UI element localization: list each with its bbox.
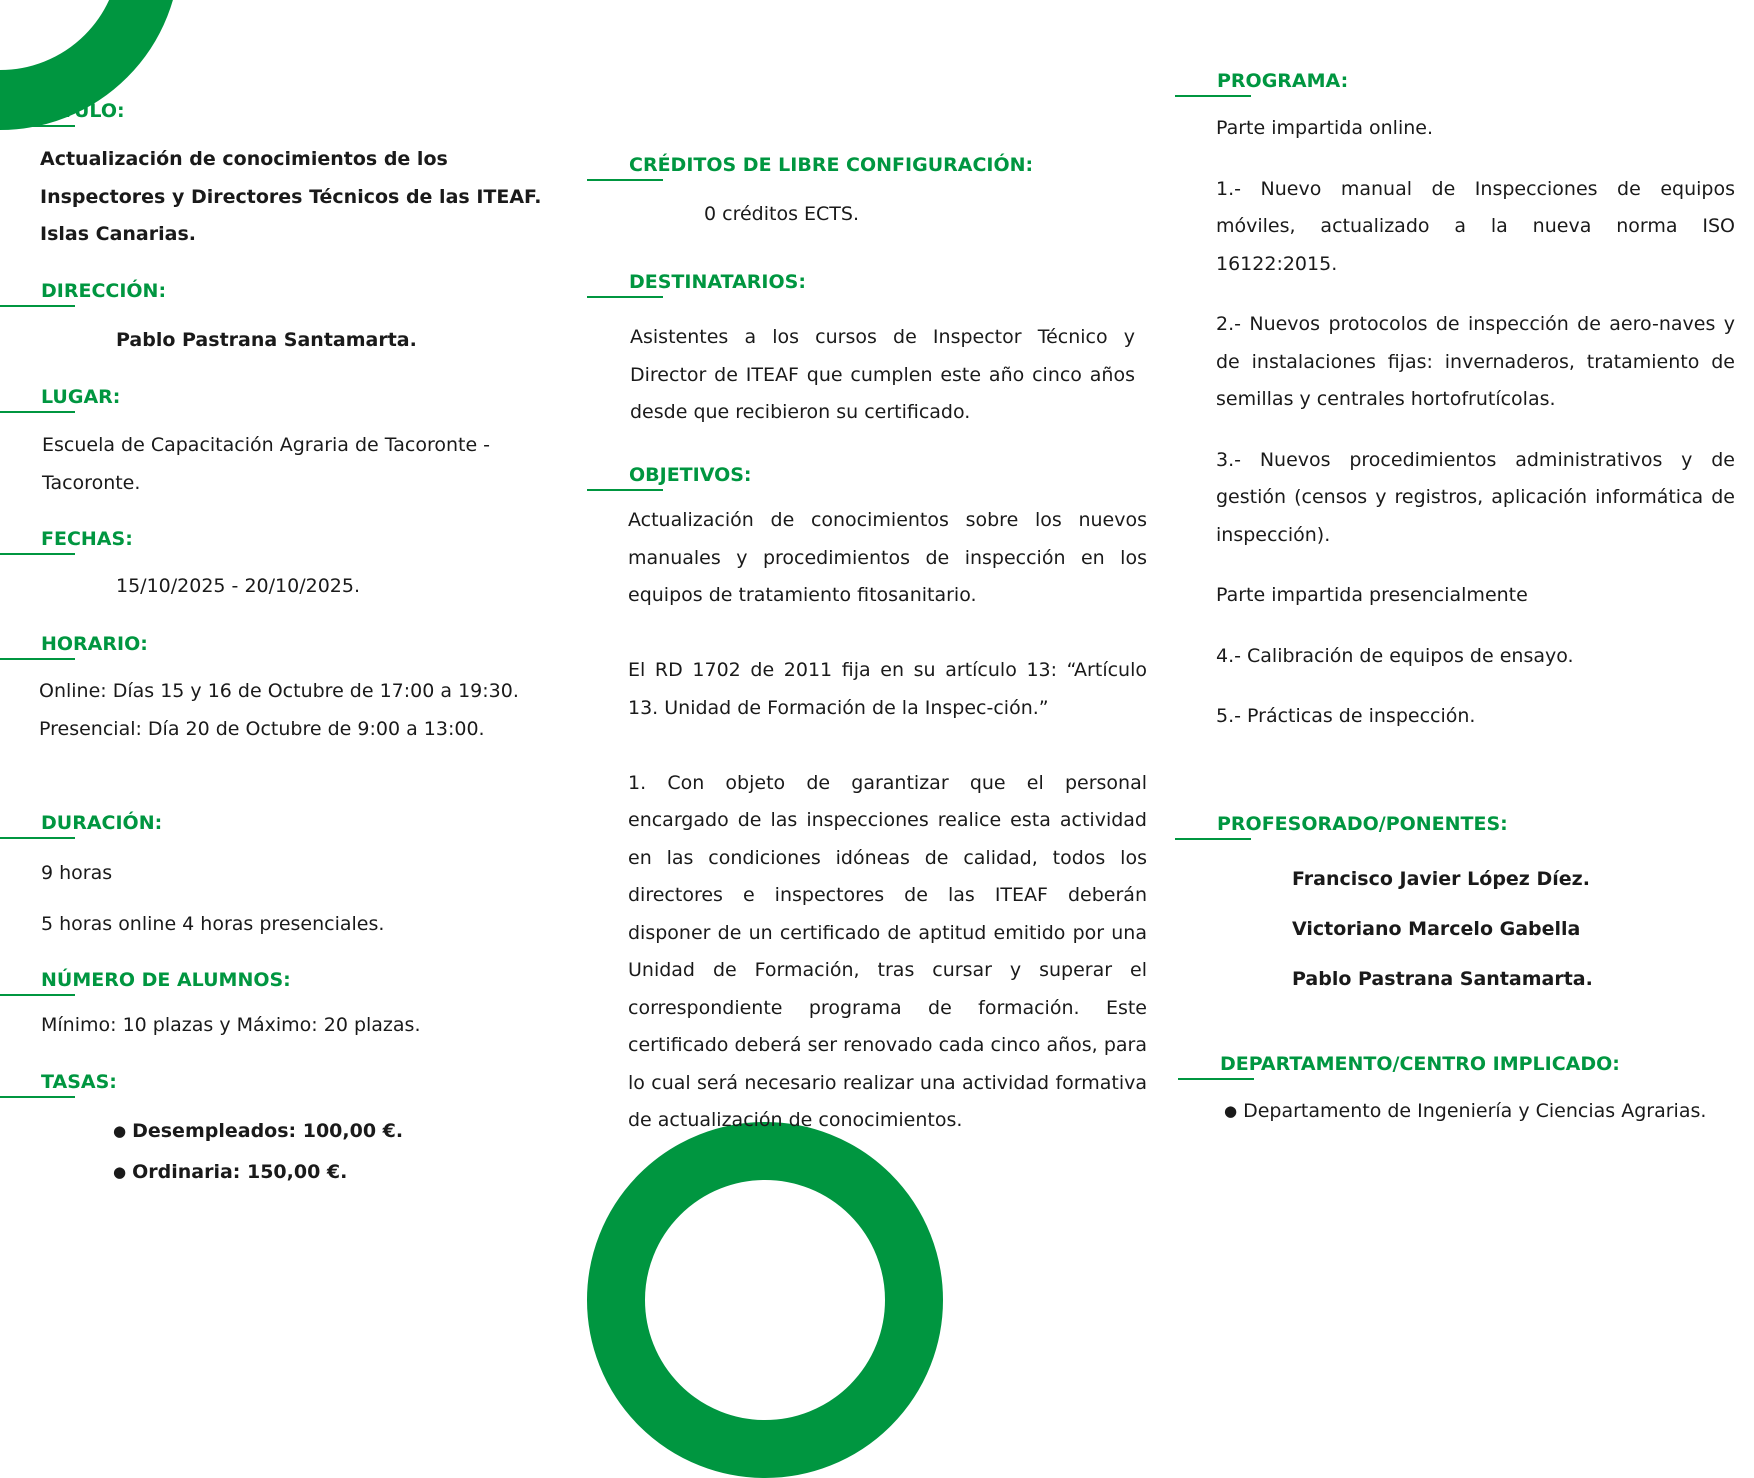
tasas-heading: TASAS: [41,1071,117,1093]
profesorado-heading: PROFESORADO/PONENTES: [1217,813,1508,835]
duracion-detalle: 5 horas online 4 horas presenciales. [41,913,385,935]
fechas-heading: FECHAS: [41,528,133,550]
duracion-heading: DURACIÓN: [41,812,163,834]
tasas-list [113,1111,403,1193]
titulo-text [40,141,541,254]
ponente-name: Pablo Pastrana Santamarta. [1292,968,1593,990]
profesorado-list [1292,854,1593,1004]
lugar-line: Tacoronte. [42,471,141,494]
objetivos-p2: El RD 1702 de 2011 fija en su artículo 13: “Artículo 13. Unidad de Formación de la Inspec-ción.” [628,659,1147,719]
direccion-value: Pablo Pastrana Santamarta. [116,329,417,351]
decorative-arc-bottom [587,1122,943,1478]
objetivos-text [628,502,1147,1140]
lugar-text [42,427,490,502]
programa-text [1216,110,1735,736]
departamento-list [1224,1093,1706,1131]
alumnos-heading: NÚMERO DE ALUMNOS: [41,969,291,991]
tasa-item: ● Desempleados: 100,00 €. [113,1111,403,1152]
destinatarios-heading: DESTINATARIOS: [629,271,806,293]
horario-presencial: Presencial: Día 20 de Octubre de 9:00 a 13:00. [39,717,485,740]
departamento-heading: DEPARTAMENTO/CENTRO IMPLICADO: [1220,1053,1620,1075]
fechas-value: 15/10/2025 - 20/10/2025. [116,575,360,597]
tasa-item: ● Ordinaria: 150,00 €. [113,1152,403,1193]
objetivos-p1: Actualización de conocimientos sobre los nuevos manuales y procedimientos de inspección en los equipos de tratamiento fitosanitario. [628,509,1147,606]
destinatarios-text: Asistentes a los cursos de Inspector Técnico y Director de ITEAF que cumplen este año cinco años desde que recibieron su certificado. [630,326,1135,423]
alumnos-value: Mínimo: 10 plazas y Máximo: 20 plazas. [41,1014,421,1036]
programa-item: 1.- Nuevo manual de Inspecciones de equipos móviles, actualizado a la nueva norma ISO 16122:2015. [1216,177,1735,275]
programa-presencial-title: Parte impartida presencialmente [1216,584,1528,606]
creditos-heading: CRÉDITOS DE LIBRE CONFIGURACIÓN: [629,154,1034,176]
direccion-heading: DIRECCIÓN: [41,280,167,302]
programa-item: 5.- Prácticas de inspección. [1216,705,1476,727]
programa-item: 4.- Calibración de equipos de ensayo. [1216,644,1574,667]
lugar-heading: LUGAR: [41,386,121,408]
ponente-name: Victoriano Marcelo Gabella [1292,918,1581,940]
programa-online-title: Parte impartida online. [1216,117,1434,139]
titulo-line: Inspectores y Directores Técnicos de las ITEAF. [40,185,542,208]
horario-heading: HORARIO: [41,633,148,655]
lugar-line: Escuela de Capacitación Agraria de Tacoronte - [42,434,491,456]
programa-heading: PROGRAMA: [1217,70,1349,92]
titulo-heading: TÍTULO: [41,100,125,122]
creditos-value: 0 créditos ECTS. [704,203,859,225]
departamento-item: ● Departamento de Ingeniería y Ciencias Agrarias. [1224,1093,1706,1131]
duracion-total: 9 horas [41,862,113,884]
programa-item: 2.- Nuevos protocolos de inspección de aero-naves y de instalaciones fijas: invernaderos, tratamiento de semillas y centrales hortofrutícolas. [1216,313,1735,410]
horario-text [39,673,544,748]
objetivos-p3: 1. Con objeto de garantizar que el personal encargado de las inspecciones realice esta actividad en las condiciones idóneas de calidad, todos los directores e inspectores de las ITEAF deberán disponer de un certificado de aptitud emitido por una Unidad de Formación, tras cursar y superar el correspondiente programa de formación. Este certificado deberá ser renovado cada cinco años, para lo cual será necesario realizar una actividad formativa de actualización de conocimientos. [628,771,1147,1131]
titulo-line: Islas Canarias. [40,223,196,245]
titulo-line: Actualización de conocimientos de los [40,148,448,170]
ponente-name: Francisco Javier López Díez. [1292,868,1590,890]
horario-online: Online: Días 15 y 16 de Octubre de 17:00 a 19:30. [39,680,519,702]
objetivos-heading: OBJETIVOS: [629,464,752,486]
programa-item: 3.- Nuevos procedimientos administrativos y de gestión (censos y registros, aplicación informática de inspección). [1216,448,1735,546]
